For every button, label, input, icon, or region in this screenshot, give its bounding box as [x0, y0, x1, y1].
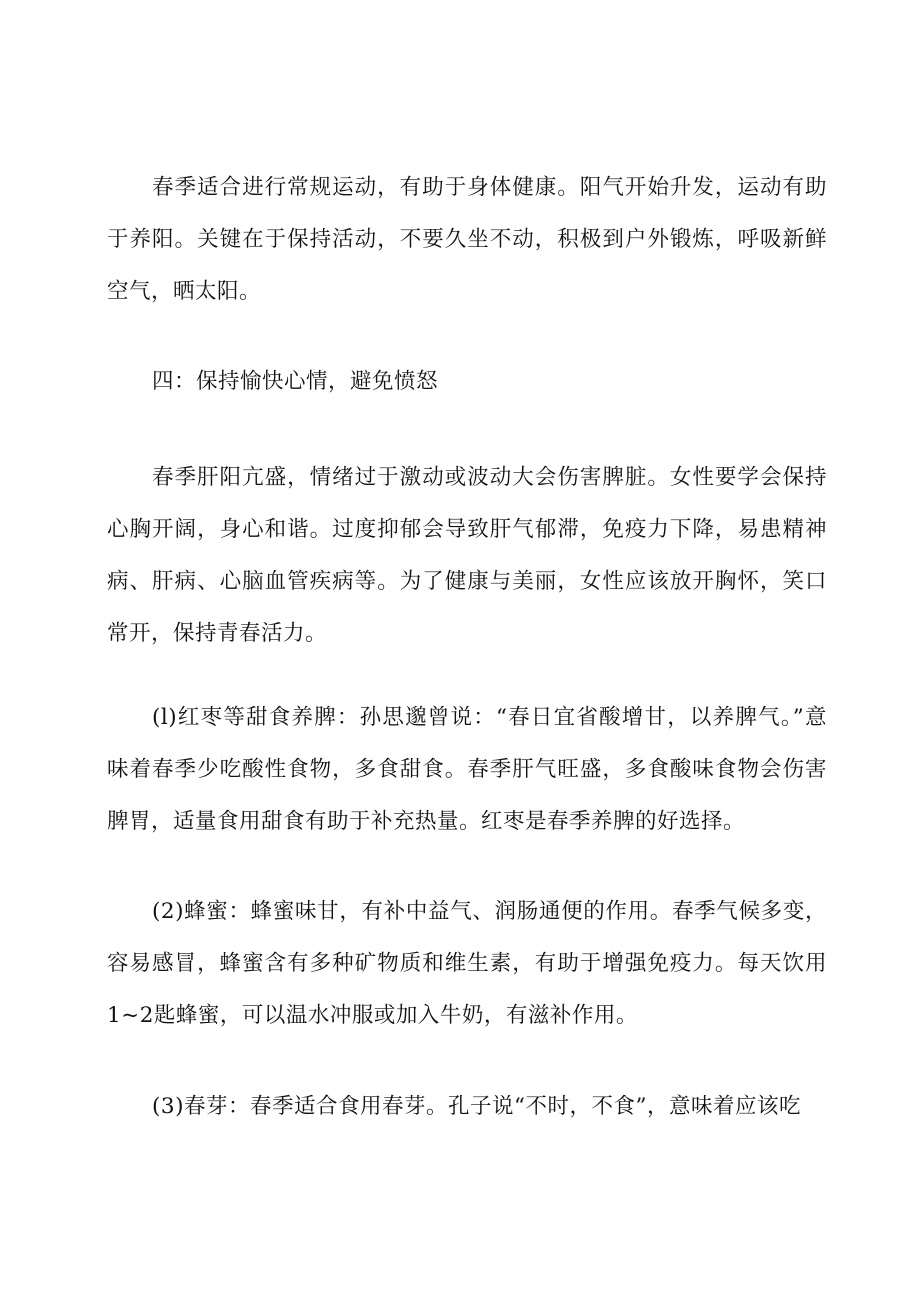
paragraph-spring-sprouts: (3)春芽：春季适合食用春芽。孔子说“不时，不食”，意味着应该吃	[152, 1094, 801, 1119]
section-heading-keep-happy: 四：保持愉快心情，避免愤怒	[152, 369, 439, 394]
paragraph-honey: (2)蜂蜜：蜂蜜味甘，有补中益气、润肠通便的作用。春季气候多变，容易感冒，蜂蜜含有多种矿物质和维生素，有助于增强免疫力。每天饮用1~2匙蜂蜜，可以温水冲服或加入牛奶，有滋补作用。	[107, 899, 827, 1028]
paragraph-spring-exercise: 春季适合进行常规运动，有助于身体健康。阳气开始升发，运动有助于养阳。关键在于保持活动，不要久坐不动，积极到户外锻炼，呼吸新鲜空气，晒太阳。	[107, 175, 827, 304]
paragraph-red-dates: (l)红枣等甜食养脾：孙思邈曾说：“春日宜省酸增甘，以养脾气。”意味着春季少吃酸性食物，多食甜食。春季肝气旺盛，多食酸味食物会伤害脾胃，适量食用甜食有助于补充热量。红枣是春季养脾的好选择。	[107, 705, 827, 834]
paragraph-emotions: 春季肝阳亢盛，情绪过于激动或波动大会伤害脾脏。女性要学会保持心胸开阔，身心和谐。过度抑郁会导致肝气郁滞，免疫力下降，易患精神病、肝病、心脑血管疾病等。为了健康与美丽，女性应该放开胸怀，笑口常开，保持青春活力。	[107, 465, 827, 646]
